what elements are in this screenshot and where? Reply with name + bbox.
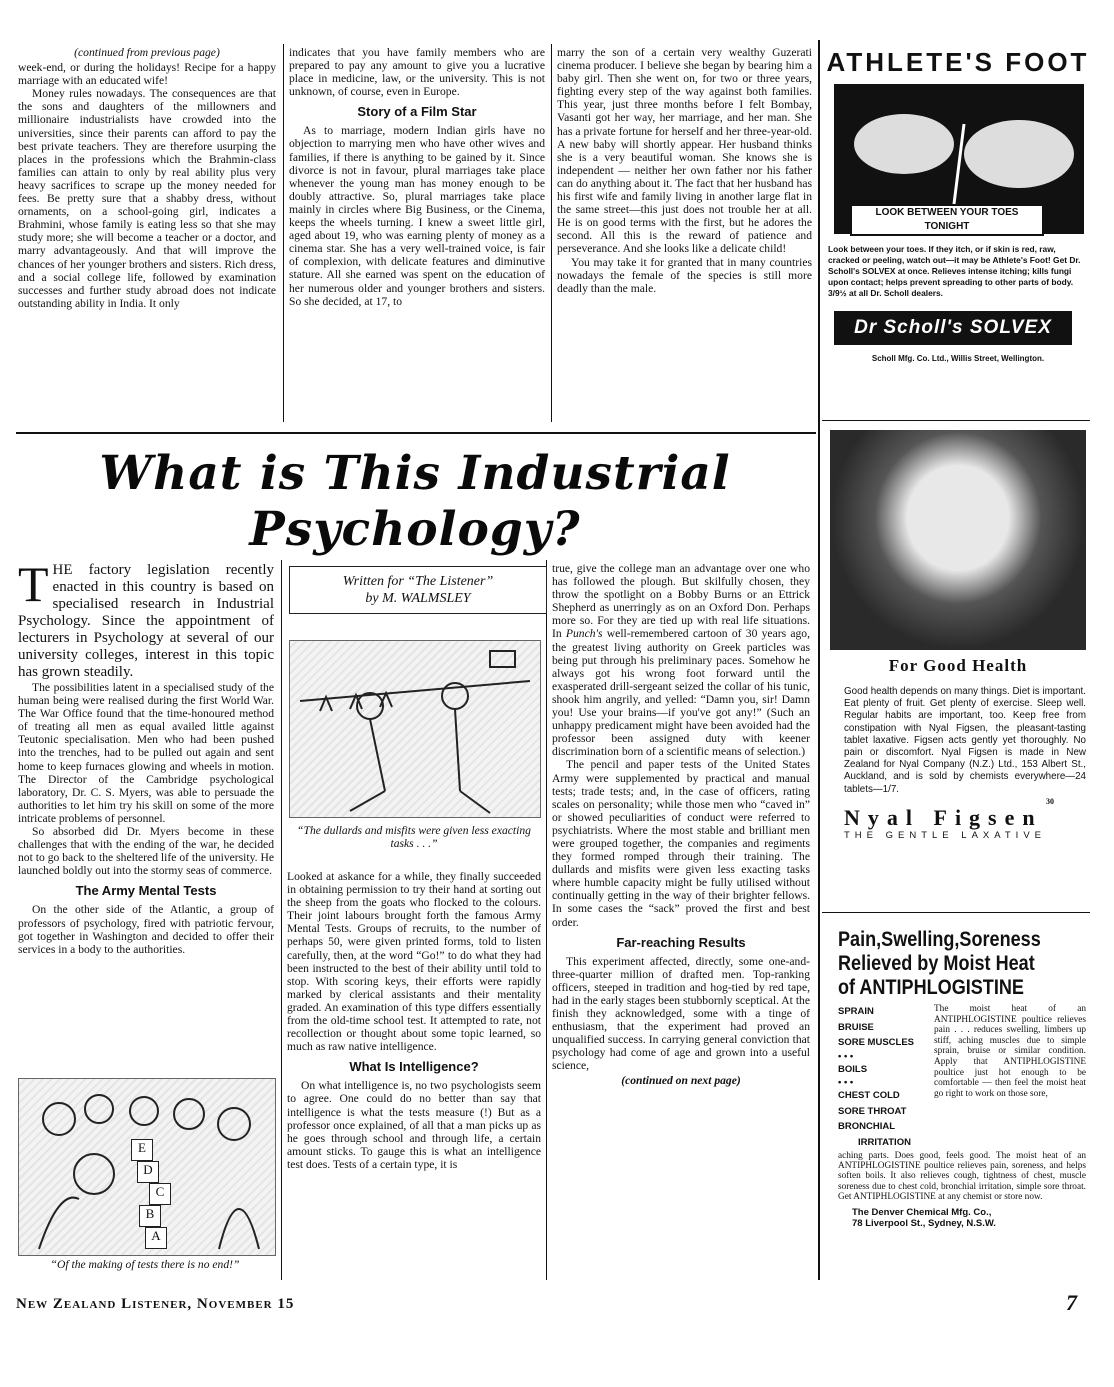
company-name: The Denver Chemical Mfg. Co.,	[852, 1207, 992, 1219]
block-c: C	[149, 1183, 171, 1205]
ailment-item: BRONCHIAL	[838, 1121, 895, 1132]
article-col-1	[18, 556, 274, 956]
publication-footer: New Zealand Listener, November 15	[16, 1296, 295, 1312]
cartoon-soldiers-illustration	[290, 641, 540, 817]
byline-author: by M. WALMSLEY	[365, 591, 471, 606]
paragraph-part: true, give the college man an advantage over one who has followed the plough. But skilfully chosen, they throw the spotlight on a Bobby Burns or an Ettrick Shepherd as unerringly as on an Oxford Don. Perhaps more so. For they are tied up with real life situations. In	[552, 562, 810, 641]
paragraph: On the other side of the Atlantic, a group of professors of psychology, fired with patriotic fervour, got together in Washington and decided to offer their services in a body to the authorities.	[18, 903, 274, 956]
side-text: The moist heat of an ANTIPHLOGISTINE poultice relieves pain . . . reduces swelling, limbers up stiff, aching muscles due to simple sprain, bruise or similar condition. Apply that ANTIPHLOGISTINE poultice just hot enough to be comfortable — then feel the moist heat go right to work on those sore,	[934, 1004, 1086, 1099]
ad-body: Look between your toes. If they itch, or if skin is red, raw, cracked or peeling, watch out—it may be Athlete's Foot! Get Dr. Scholl's SOLVEX at once. Relieves intense itching; kills fungi upon contact; helps prevent spreading to other parts of body. 3/9½ at all Dr. Scholl dealers.	[828, 244, 1081, 298]
continued-note: (continued from previous page)	[74, 46, 220, 59]
article-col-2	[287, 870, 541, 1171]
sweepers-cartoon-caption: “The dullards and misfits were given less exacting tasks . . .”	[297, 824, 531, 850]
paragraph: On what intelligence is, no two psychologists seem to agree. One could do no better than say that intelligence is what the tests measure (!) But as a professor once explained, of all that a man picks up as he goes through school and through life, a certain amount sticks. To gauge this is what an intelligence test does. Tests of a certain type, it is	[287, 1079, 541, 1171]
paragraph: So absorbed did Dr. Myers become in these challenges that with the ending of the war, he decided not to go back to the sheltered life of the university. He launched boldly out into the stormy seas of commerce.	[18, 825, 274, 878]
paragraph: As to marriage, modern Indian girls have no objection to marrying men who have other wives and families, if there is anything to be gained by it. Since divorce is not in favour, plural marriages take place whenever the young man has money enough to be doubly attractive. So, plural marriages take place mainly in circles where Big Business, or the Cinema, keeps the wheels turning. I knew a sweet little girl, aged about 19, who was earning plenty of money as a cinema star. She has a very well-trained voice, is fair of complexion, with delicate features and diminutive stature. All she earned was spent on the education of her numerous older and younger brothers and sisters. So she decided, at 17, to	[289, 124, 545, 308]
page-number: 7	[1066, 1290, 1077, 1315]
ad-divider	[822, 912, 1090, 913]
paragraph: You may take it for granted that in many countries nowadays the female of the species is still more deadly than the male.	[557, 255, 812, 295]
paragraph	[552, 562, 810, 758]
paragraph: This experiment affected, directly, some one-and-three-quarter million of drafted men. Top-ranking officers, steeped in tradition and hog-tied by red tape, had in the early stages been stubbornly sceptical. At the finish they acknowledged, some with a tinge of enthusiasm, that the experiment had proved an unqualified success. In carrying general conviction that psychology had come of age and grown into a useful science,	[552, 954, 810, 1073]
right-column-rule	[818, 40, 820, 1280]
brand-name: Dr Scholl's SOLVEX	[854, 317, 1052, 338]
drop-cap: T	[18, 556, 49, 612]
paragraph: The possibilities latent in a specialised study of the human being were realised during the first World War. The War Office found that the time-honoured method of treating all men as equal availed little against Teutonic specialisation. Men who had been pushed into the trenches, had to be pulled out again and sent home to keep furnaces glowing and wheels in motion. The Director of the Cambridge psychological laboratory, Dr. C. S. Myers, was able to persuade the authorities to let him try his skill on some of the more intricate problems of personnel.	[18, 681, 274, 825]
subheading: Story of a Film Star	[357, 104, 477, 120]
tests-cartoon-caption: “Of the making of tests there is no end!”	[50, 1258, 240, 1271]
top-col-rule-2	[551, 44, 552, 422]
ailment-item: SORE THROAT	[838, 1105, 907, 1117]
ad-code: 30	[1046, 796, 1054, 806]
headline-line-1: Pain,Swelling,Soreness	[838, 928, 1041, 951]
paragraph: The pencil and paper tests of the United States Army were supplemented by practical and manual tests; trade tests; and, in the case of officers, rating scales on personality; while those men who “caved in” or showed peculiarities of conduct were referred to psychiatrists. Where the most stable and brilliant men were grouped together, the companies and regiments they formed romped through their training. The dullards and misfits were given less exacting tasks where humble capacity might be fully utilised without continually getting in the way of their brighter fellows. In some cases the “sack” proved the first and best order.	[552, 758, 810, 929]
ad-heading: For Good Health	[888, 656, 1028, 675]
ailment-item: • • •	[838, 1077, 854, 1088]
tagline: THE GENTLE LAXATIVE	[844, 829, 1046, 841]
ailment-item: SPRAIN	[838, 1006, 874, 1017]
paragraph: Money rules nowadays. The consequences are that the sons and daughters of the millowners and millionaire industrialists have crowded into the universities, since their parents can afford to pay the best private teachers. They are therefore usurping the places in the professions which the Brahmin-class families can attain to only by real ability plus very heavy sacrifices to scrape up the money needed for fees. Be pretty sure that a shabby dress, without ornaments, on a school-going girl, indicates a Brahmini, whose family is eating less so that she may study more; she will become a teacher or a doctor, and marry advantageously. And that will improve the chances of her younger brothers and sisters. Rich dress, and a social college life, followed by examination successes and further study abroad does not indicate outstanding ability in India. It only	[18, 87, 276, 310]
image-banner: LOOK BETWEEN YOUR TOES TONIGHT	[850, 204, 1044, 236]
top-col-1	[18, 46, 276, 310]
woman-portrait	[830, 430, 1086, 650]
ailment-item: BRUISE	[838, 1021, 874, 1033]
ad-title: ATHLETE'S FOOT	[826, 47, 1090, 77]
headline-line-2: Psychology?	[249, 502, 581, 557]
ad-address: Scholl Mfg. Co. Ltd., Willis Street, Wellington.	[871, 354, 1045, 363]
section-rule	[16, 432, 816, 434]
ad-body: Good health depends on many things. Diet is important. Eat plenty of fruit. Get plenty of exercise. Sleep well. Regular habits are important, too. Keep free from constipation with Nyal Figsen, the pleasant-tasting tablet laxative. Figsen acts gently yet thoroughly. No pain or discomfort. Nyal Figsen is made in New Zealand for Nyal Company (N.Z.) Ltd., 153 Albert St., Auckland, and is sold by chemists everywhere—24 tablets—1/7.	[844, 686, 1086, 795]
subheading: Far-reaching Results	[616, 934, 746, 950]
nyal-figsen-ad	[826, 430, 1090, 841]
ad-body: aching parts. Does good, feels good. The moist heat of an ANTIPHLOGISTINE poultice relieves pain, soreness, and helps soften boils. It also relieves cough, tightness of chest, muscle soreness due to chest cold, bronchial irritation, simple sore throat. Get ANTIPHLOGISTINE at any chemist or store now.	[838, 1151, 1086, 1202]
top-col-3	[557, 46, 812, 295]
headline-line-2: Relieved by Moist Heat	[838, 952, 1035, 975]
ailment-item: BOILS	[838, 1063, 868, 1075]
paragraph: Looked at askance for a while, they finally succeeded in obtaining permission to try their hand at sorting out the sheep from the goats who flocked to the colours. Their joint labours brought forth the famous Army Mental Tests. Groups of recruits, to the number of perhaps 50, were given printed forms, told to listen carefully, then, at the word “Go!” to do what they had been instructed to the best of their ability until told to stop. With scoring keys, their efforts were rapidly marked by clerical assistants and their mentality graded. An examination of this type differs essentially from the old-time school test. It attempted to rate, not recollection or thought about some topic learned, so much as raw native intelligence.	[287, 870, 541, 1054]
block-b: B	[139, 1205, 161, 1227]
feet-illustration	[834, 84, 1084, 234]
subheading: The Army Mental Tests	[75, 883, 217, 899]
punch-title: Punch's	[565, 627, 603, 641]
intro-text: HE factory legislation recently enacted in this country is based on specialised research in Industrial Psychology. Since the appointment of lecturers in Psychology at several of our university colleges, interest in this topic has grown steadily.	[18, 562, 274, 680]
company-address: 78 Liverpool St., Sydney, N.S.W.	[852, 1218, 996, 1230]
ad-divider	[822, 420, 1090, 421]
brand-name: Nyal Figsen	[844, 804, 1043, 830]
ailment-item: SORE MUSCLES	[838, 1037, 915, 1048]
top-col-2	[289, 46, 545, 308]
block-e: E	[131, 1139, 153, 1161]
headline-line-3: of ANTIPHLOGISTINE	[838, 976, 1024, 999]
subheading: What Is Intelligence?	[349, 1059, 479, 1075]
sweepers-cartoon	[289, 640, 541, 818]
art-col-rule-1	[281, 560, 282, 1280]
block-a: A	[145, 1227, 167, 1249]
paragraph: indicates that you have family members who are prepared to pay any amount to give you a lucrative place in medicine, law, or the university. This is not unknown, of course, even in Europe.	[289, 46, 545, 99]
ailment-item: IRRITATION	[858, 1136, 911, 1148]
solvex-logo	[834, 311, 1072, 345]
article-col-3	[552, 562, 810, 1090]
paragraph: week-end, or during the holidays! Recipe for a happy marriage with an educated wife!	[18, 61, 276, 88]
block-d: D	[137, 1161, 159, 1183]
byline-written: Written for “The Listener”	[342, 574, 494, 589]
ailment-item: • • •	[838, 1050, 854, 1062]
paragraph-part: well-remembered cartoon of 30 years ago, the greatest living authority on Greek particles was being put through his preliminary paces. Somehow he always got his wrong foot forward until the exasperated drill-sergeant seized the collar of his tunic, shook him angrily, and yelled: “Damn you, sir! Damn you! Use your brains—if you've got any!” (Such an unhappy predicament might have been avoided had the professor been assigned duty with keener discrimination born of a scientific means of selection.)	[552, 627, 810, 759]
article-intro	[18, 556, 274, 681]
ailment-item: CHEST COLD	[838, 1090, 900, 1101]
continued-next: (continued on next page)	[621, 1074, 741, 1088]
art-col-rule-2	[546, 560, 547, 1280]
athletes-foot-ad	[826, 46, 1090, 363]
ailment-list	[838, 1004, 930, 1150]
headline-line-1: What is This Industrial	[99, 446, 731, 501]
antiphlogistine-ad	[838, 928, 1086, 1229]
paragraph: marry the son of a certain very wealthy Guzerati cinema producer. I believe she began by bearing him a baby girl. Then she went on, for two or three years, fighting every step of the way against both families. This year, just three months before I felt Bombay, Vasanti got her way, her marriage, and her man. She has a private fortune for herself and her three-year-old. A new baby will shortly appear. Her husband thinks she is a very beautiful woman. She knows she is independent — neither her own father nor his father can do anything about it. The fact that her husband has his first wife and family living in another large flat in the same street—this just does not trouble her at all. He is on good terms with the first, but he adores the second. All this is the reward of patience and perseverance. And she looks like a delicate child!	[557, 46, 812, 256]
article-headline	[20, 446, 810, 558]
tests-cartoon	[18, 1078, 276, 1256]
byline-box	[289, 566, 547, 614]
top-col-rule-1	[283, 44, 284, 422]
